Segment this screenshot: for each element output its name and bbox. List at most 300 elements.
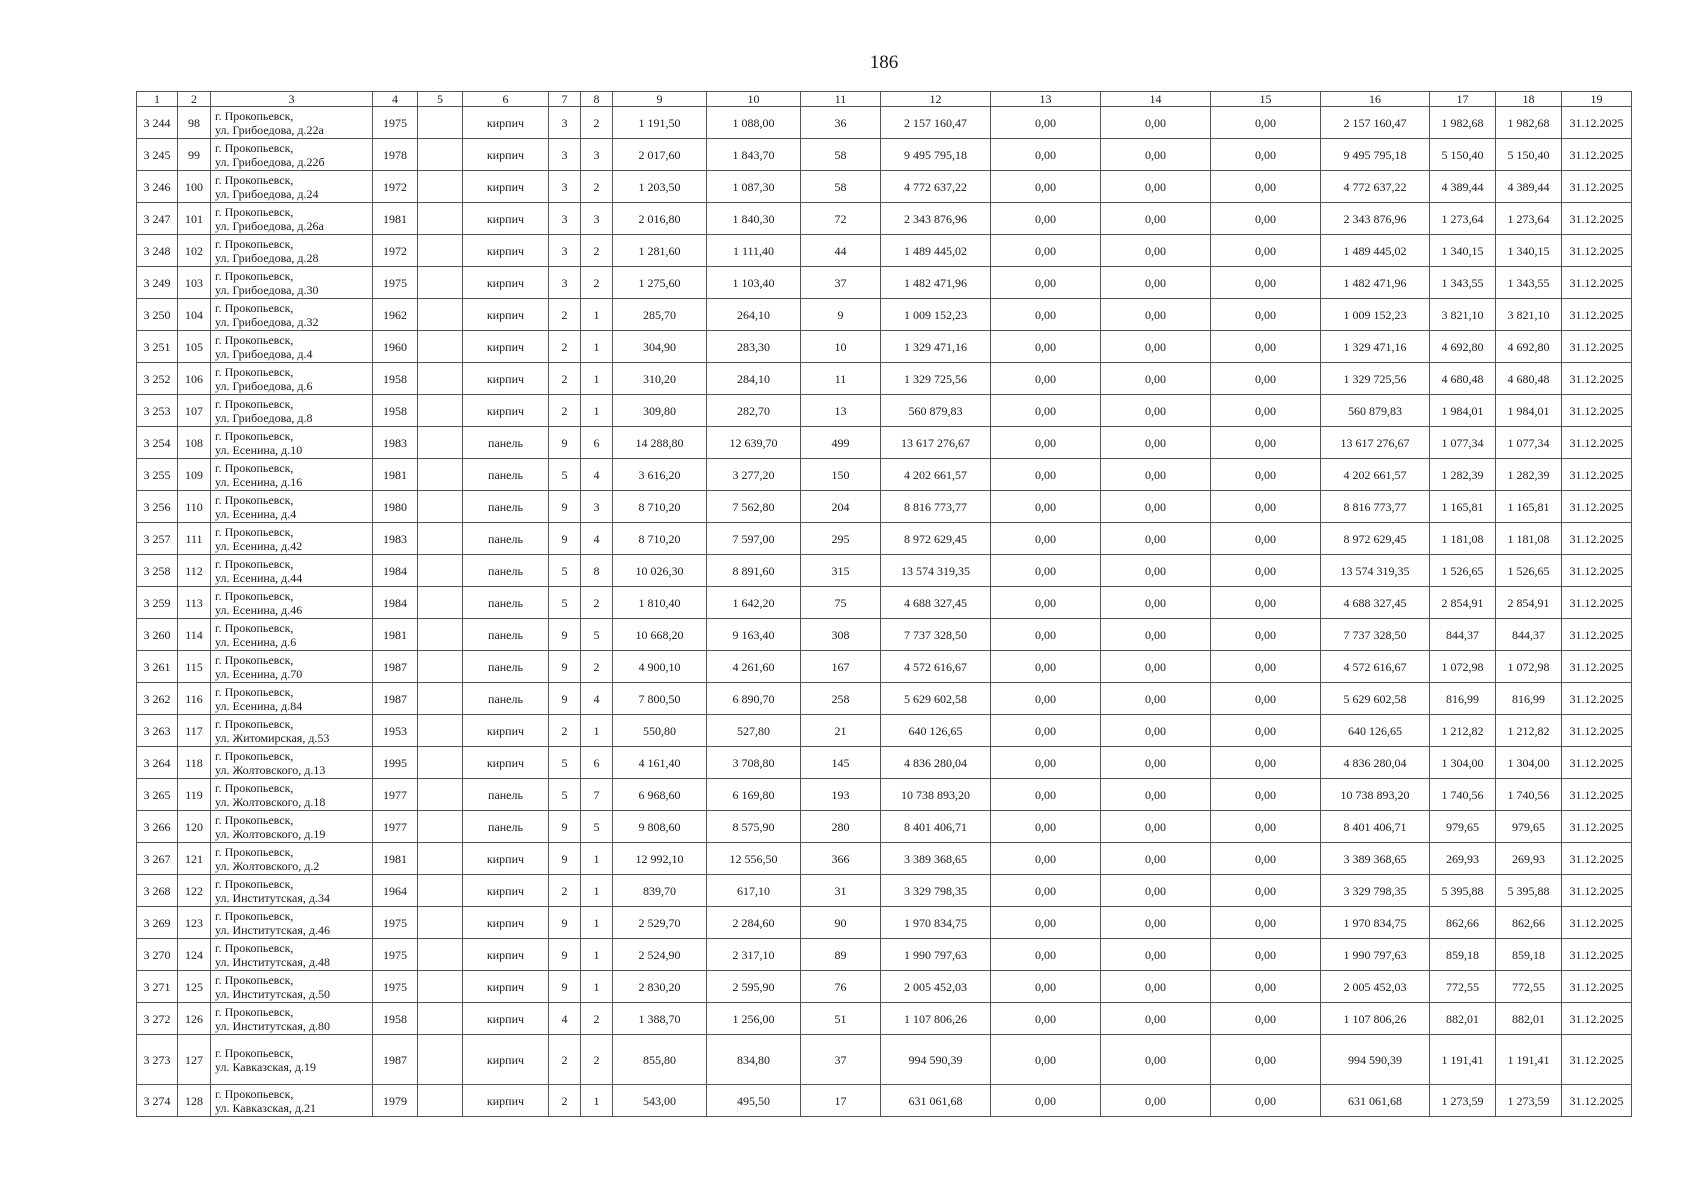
cell-col16: 5 629 602,58 [1321, 683, 1430, 715]
cell-total-area: 1 191,50 [613, 107, 707, 139]
cell-wall-material: кирпич [463, 171, 549, 203]
cell-total-area: 8 710,20 [613, 491, 707, 523]
cell-col5 [418, 491, 463, 523]
cell-registry-number: 3 248 [137, 235, 178, 267]
cell-col5 [418, 683, 463, 715]
cell-cost-per-sqm: 979,65 [1430, 811, 1496, 843]
cell-address [211, 523, 373, 555]
address-street: ул. Кавказская, д.19 [215, 1059, 316, 1074]
cell-col13: 0,00 [991, 1035, 1101, 1085]
cell-deadline: 31.12.2025 [1562, 235, 1632, 267]
cell-col13: 0,00 [991, 715, 1101, 747]
cell-col16: 1 009 152,23 [1321, 299, 1430, 331]
cell-col14: 0,00 [1101, 203, 1211, 235]
cell-floors: 2 [549, 875, 581, 907]
address-street: ул. Есенина, д.16 [215, 474, 303, 489]
cell-living-area: 12 639,70 [707, 427, 801, 459]
cell-entrances: 7 [581, 779, 613, 811]
table-row [137, 907, 1632, 939]
cell-floors: 5 [549, 555, 581, 587]
cell-col14: 0,00 [1101, 427, 1211, 459]
cell-floors: 2 [549, 1035, 581, 1085]
cell-deadline: 31.12.2025 [1562, 619, 1632, 651]
cell-deadline: 31.12.2025 [1562, 939, 1632, 971]
cell-deadline: 31.12.2025 [1562, 971, 1632, 1003]
cell-total-cost: 7 737 328,50 [881, 619, 991, 651]
cell-total-area: 1 203,50 [613, 171, 707, 203]
address-city: г. Прокопьевск, [215, 396, 294, 411]
cell-col16: 8 816 773,77 [1321, 491, 1430, 523]
cell-col14: 0,00 [1101, 971, 1211, 1003]
cell-col15: 0,00 [1211, 1003, 1321, 1035]
cell-total-area: 1 388,70 [613, 1003, 707, 1035]
table-row [137, 331, 1632, 363]
cell-living-area: 3 277,20 [707, 459, 801, 491]
cell-residents: 10 [801, 331, 881, 363]
cell-col14: 0,00 [1101, 587, 1211, 619]
cell-address [211, 331, 373, 363]
cell-col13: 0,00 [991, 779, 1101, 811]
address-street: ул. Грибоедова, д.26а [215, 218, 324, 233]
cell-total-area: 10 026,30 [613, 555, 707, 587]
address-city: г. Прокопьевск, [215, 972, 294, 987]
cell-col16: 2 005 452,03 [1321, 971, 1430, 1003]
cell-living-area: 284,10 [707, 363, 801, 395]
cell-col5 [418, 555, 463, 587]
cell-total-cost: 2 005 452,03 [881, 971, 991, 1003]
cell-year-built: 1975 [373, 971, 418, 1003]
cell-address [211, 395, 373, 427]
cell-floors: 9 [549, 843, 581, 875]
cell-living-area: 12 556,50 [707, 843, 801, 875]
cell-registry-number: 3 261 [137, 651, 178, 683]
address-street: ул. Есенина, д.84 [215, 698, 303, 713]
cell-registry-number: 3 252 [137, 363, 178, 395]
cell-limit-cost: 269,93 [1496, 843, 1562, 875]
cell-limit-cost: 859,18 [1496, 939, 1562, 971]
address-city: г. Прокопьевск, [215, 748, 294, 763]
cell-residents: 31 [801, 875, 881, 907]
cell-total-area: 2 017,60 [613, 139, 707, 171]
cell-col13: 0,00 [991, 683, 1101, 715]
cell-row-number: 128 [178, 1085, 211, 1117]
cell-residents: 280 [801, 811, 881, 843]
cell-col16: 4 772 637,22 [1321, 171, 1430, 203]
address-street: ул. Институтская, д.48 [215, 954, 330, 969]
cell-total-cost: 994 590,39 [881, 1035, 991, 1085]
table-row [137, 459, 1632, 491]
cell-total-area: 839,70 [613, 875, 707, 907]
cell-total-cost: 9 495 795,18 [881, 139, 991, 171]
cell-entrances: 1 [581, 843, 613, 875]
cell-address [211, 1035, 373, 1085]
cell-cost-per-sqm: 4 680,48 [1430, 363, 1496, 395]
cell-cost-per-sqm: 1 191,41 [1430, 1035, 1496, 1085]
cell-floors: 5 [549, 587, 581, 619]
address-street: ул. Есенина, д.70 [215, 666, 303, 681]
cell-address [211, 107, 373, 139]
cell-col5 [418, 875, 463, 907]
cell-residents: 13 [801, 395, 881, 427]
address-city: г. Прокопьевск, [215, 332, 294, 347]
cell-entrances: 1 [581, 299, 613, 331]
cell-col16: 1 329 471,16 [1321, 331, 1430, 363]
cell-wall-material: панель [463, 811, 549, 843]
address-city: г. Прокопьевск, [215, 108, 294, 123]
cell-living-area: 1 088,00 [707, 107, 801, 139]
cell-living-area: 1 087,30 [707, 171, 801, 203]
cell-col5 [418, 523, 463, 555]
cell-year-built: 1984 [373, 587, 418, 619]
cell-col14: 0,00 [1101, 331, 1211, 363]
cell-living-area: 1 111,40 [707, 235, 801, 267]
cell-floors: 9 [549, 971, 581, 1003]
cell-col5 [418, 939, 463, 971]
cell-cost-per-sqm: 5 150,40 [1430, 139, 1496, 171]
cell-residents: 193 [801, 779, 881, 811]
cell-deadline: 31.12.2025 [1562, 203, 1632, 235]
cell-floors: 5 [549, 747, 581, 779]
cell-living-area: 4 261,60 [707, 651, 801, 683]
cell-row-number: 120 [178, 811, 211, 843]
cell-address [211, 715, 373, 747]
cell-floors: 2 [549, 331, 581, 363]
cell-limit-cost: 772,55 [1496, 971, 1562, 1003]
cell-col5 [418, 171, 463, 203]
table-row [137, 779, 1632, 811]
cell-registry-number: 3 260 [137, 619, 178, 651]
cell-total-cost: 13 617 276,67 [881, 427, 991, 459]
cell-residents: 44 [801, 235, 881, 267]
cell-col15: 0,00 [1211, 459, 1321, 491]
cell-col5 [418, 1003, 463, 1035]
cell-col14: 0,00 [1101, 779, 1211, 811]
cell-address [211, 843, 373, 875]
cell-col16: 8 401 406,71 [1321, 811, 1430, 843]
table-row [137, 619, 1632, 651]
cell-total-cost: 4 772 637,22 [881, 171, 991, 203]
cell-total-cost: 10 738 893,20 [881, 779, 991, 811]
address-city: г. Прокопьевск, [215, 204, 294, 219]
cell-col13: 0,00 [991, 1003, 1101, 1035]
cell-floors: 2 [549, 363, 581, 395]
cell-residents: 36 [801, 107, 881, 139]
cell-limit-cost: 2 854,91 [1496, 587, 1562, 619]
cell-col14: 0,00 [1101, 1085, 1211, 1117]
cell-col15: 0,00 [1211, 427, 1321, 459]
cell-total-cost: 631 061,68 [881, 1085, 991, 1117]
column-header-2: 2 [178, 92, 211, 107]
cell-year-built: 1964 [373, 875, 418, 907]
cell-col16: 13 617 276,67 [1321, 427, 1430, 459]
cell-col13: 0,00 [991, 299, 1101, 331]
address-street: ул. Жолтовского, д.2 [215, 858, 320, 873]
cell-living-area: 283,30 [707, 331, 801, 363]
cell-row-number: 108 [178, 427, 211, 459]
cell-entrances: 4 [581, 683, 613, 715]
cell-residents: 499 [801, 427, 881, 459]
cell-entrances: 3 [581, 491, 613, 523]
cell-deadline: 31.12.2025 [1562, 331, 1632, 363]
cell-col13: 0,00 [991, 619, 1101, 651]
cell-total-area: 1 281,60 [613, 235, 707, 267]
cell-address [211, 651, 373, 683]
cell-total-area: 855,80 [613, 1035, 707, 1085]
cell-year-built: 1958 [373, 363, 418, 395]
cell-col16: 1 329 725,56 [1321, 363, 1430, 395]
cell-limit-cost: 1 273,64 [1496, 203, 1562, 235]
cell-col14: 0,00 [1101, 523, 1211, 555]
cell-deadline: 31.12.2025 [1562, 1085, 1632, 1117]
cell-total-cost: 1 990 797,63 [881, 939, 991, 971]
cell-floors: 2 [549, 715, 581, 747]
cell-wall-material: панель [463, 651, 549, 683]
cell-wall-material: кирпич [463, 939, 549, 971]
cell-living-area: 8 575,90 [707, 811, 801, 843]
cell-col13: 0,00 [991, 107, 1101, 139]
cell-entrances: 2 [581, 651, 613, 683]
cell-col16: 10 738 893,20 [1321, 779, 1430, 811]
column-header-6: 6 [463, 92, 549, 107]
cell-residents: 295 [801, 523, 881, 555]
cell-address [211, 171, 373, 203]
cell-col14: 0,00 [1101, 907, 1211, 939]
cell-col15: 0,00 [1211, 619, 1321, 651]
cell-year-built: 1958 [373, 395, 418, 427]
cell-col13: 0,00 [991, 907, 1101, 939]
cell-total-area: 8 710,20 [613, 523, 707, 555]
cell-residents: 58 [801, 139, 881, 171]
cell-total-cost: 4 202 661,57 [881, 459, 991, 491]
cell-floors: 9 [549, 427, 581, 459]
table-row [137, 491, 1632, 523]
table-body [137, 107, 1632, 1117]
address-city: г. Прокопьевск, [215, 236, 294, 251]
cell-living-area: 7 597,00 [707, 523, 801, 555]
address-street: ул. Есенина, д.10 [215, 442, 303, 457]
cell-living-area: 1 840,30 [707, 203, 801, 235]
cell-living-area: 617,10 [707, 875, 801, 907]
cell-col13: 0,00 [991, 203, 1101, 235]
cell-registry-number: 3 272 [137, 1003, 178, 1035]
cell-floors: 9 [549, 683, 581, 715]
cell-total-area: 9 808,60 [613, 811, 707, 843]
cell-address [211, 139, 373, 171]
cell-total-area: 1 810,40 [613, 587, 707, 619]
cell-residents: 90 [801, 907, 881, 939]
cell-registry-number: 3 255 [137, 459, 178, 491]
cell-residents: 366 [801, 843, 881, 875]
cell-year-built: 1975 [373, 267, 418, 299]
cell-col15: 0,00 [1211, 235, 1321, 267]
cell-col5 [418, 299, 463, 331]
cell-residents: 72 [801, 203, 881, 235]
table-row [137, 843, 1632, 875]
cell-residents: 150 [801, 459, 881, 491]
cell-col15: 0,00 [1211, 971, 1321, 1003]
cell-col5 [418, 747, 463, 779]
cell-col5 [418, 1085, 463, 1117]
cell-col14: 0,00 [1101, 1003, 1211, 1035]
cell-living-area: 3 708,80 [707, 747, 801, 779]
address-street: ул. Грибоедова, д.28 [215, 250, 319, 265]
cell-col13: 0,00 [991, 747, 1101, 779]
cell-col15: 0,00 [1211, 683, 1321, 715]
cell-col14: 0,00 [1101, 235, 1211, 267]
cell-address [211, 747, 373, 779]
cell-deadline: 31.12.2025 [1562, 459, 1632, 491]
cell-living-area: 6 890,70 [707, 683, 801, 715]
cell-cost-per-sqm: 1 181,08 [1430, 523, 1496, 555]
cell-registry-number: 3 263 [137, 715, 178, 747]
address-city: г. Прокопьевск, [215, 492, 294, 507]
cell-wall-material: панель [463, 587, 549, 619]
cell-living-area: 6 169,80 [707, 779, 801, 811]
cell-total-cost: 1 489 445,02 [881, 235, 991, 267]
cell-cost-per-sqm: 4 692,80 [1430, 331, 1496, 363]
column-header-4: 4 [373, 92, 418, 107]
cell-col15: 0,00 [1211, 107, 1321, 139]
cell-total-cost: 3 329 798,35 [881, 875, 991, 907]
cell-total-area: 3 616,20 [613, 459, 707, 491]
cell-wall-material: панель [463, 619, 549, 651]
cell-col14: 0,00 [1101, 299, 1211, 331]
address-street: ул. Есенина, д.4 [215, 506, 297, 521]
table-row [137, 1085, 1632, 1117]
cell-deadline: 31.12.2025 [1562, 267, 1632, 299]
address-city: г. Прокопьевск, [215, 844, 294, 859]
cell-wall-material: панель [463, 459, 549, 491]
cell-total-area: 6 968,60 [613, 779, 707, 811]
cell-col15: 0,00 [1211, 747, 1321, 779]
cell-floors: 2 [549, 1085, 581, 1117]
cell-col13: 0,00 [991, 587, 1101, 619]
cell-deadline: 31.12.2025 [1562, 107, 1632, 139]
table-row [137, 715, 1632, 747]
cell-address [211, 235, 373, 267]
cell-col5 [418, 331, 463, 363]
cell-registry-number: 3 257 [137, 523, 178, 555]
cell-wall-material: панель [463, 491, 549, 523]
cell-wall-material: кирпич [463, 331, 549, 363]
cell-col14: 0,00 [1101, 363, 1211, 395]
cell-address [211, 587, 373, 619]
cell-row-number: 110 [178, 491, 211, 523]
cell-col16: 3 389 368,65 [1321, 843, 1430, 875]
cell-wall-material: панель [463, 683, 549, 715]
cell-year-built: 1987 [373, 1035, 418, 1085]
cell-total-area: 1 275,60 [613, 267, 707, 299]
cell-deadline: 31.12.2025 [1562, 715, 1632, 747]
cell-col15: 0,00 [1211, 491, 1321, 523]
cell-limit-cost: 1 072,98 [1496, 651, 1562, 683]
cell-floors: 9 [549, 491, 581, 523]
address-city: г. Прокопьевск, [215, 908, 294, 923]
cell-registry-number: 3 253 [137, 395, 178, 427]
cell-entrances: 2 [581, 235, 613, 267]
cell-floors: 9 [549, 907, 581, 939]
cell-wall-material: кирпич [463, 1003, 549, 1035]
cell-living-area: 1 843,70 [707, 139, 801, 171]
cell-col16: 1 970 834,75 [1321, 907, 1430, 939]
cell-total-cost: 2 157 160,47 [881, 107, 991, 139]
cell-deadline: 31.12.2025 [1562, 171, 1632, 203]
cell-col13: 0,00 [991, 651, 1101, 683]
cell-residents: 204 [801, 491, 881, 523]
column-header-9: 9 [613, 92, 707, 107]
cell-registry-number: 3 265 [137, 779, 178, 811]
cell-col15: 0,00 [1211, 395, 1321, 427]
cell-wall-material: кирпич [463, 107, 549, 139]
cell-floors: 3 [549, 139, 581, 171]
cell-floors: 9 [549, 939, 581, 971]
cell-address [211, 267, 373, 299]
cell-wall-material: кирпич [463, 203, 549, 235]
cell-residents: 37 [801, 1035, 881, 1085]
column-header-14: 14 [1101, 92, 1211, 107]
cell-row-number: 123 [178, 907, 211, 939]
cell-floors: 4 [549, 1003, 581, 1035]
address-street: ул. Жолтовского, д.13 [215, 762, 326, 777]
cell-floors: 2 [549, 299, 581, 331]
cell-entrances: 6 [581, 747, 613, 779]
cell-address [211, 779, 373, 811]
column-header-13: 13 [991, 92, 1101, 107]
cell-row-number: 125 [178, 971, 211, 1003]
address-city: г. Прокопьевск, [215, 812, 294, 827]
cell-limit-cost: 3 821,10 [1496, 299, 1562, 331]
cell-col13: 0,00 [991, 331, 1101, 363]
cell-col15: 0,00 [1211, 171, 1321, 203]
address-street: ул. Житомирская, д.53 [215, 730, 330, 745]
column-number-header [137, 92, 1632, 107]
cell-residents: 315 [801, 555, 881, 587]
address-city: г. Прокопьевск, [215, 876, 294, 891]
cell-col15: 0,00 [1211, 779, 1321, 811]
cell-year-built: 1972 [373, 235, 418, 267]
column-header-18: 18 [1496, 92, 1562, 107]
cell-registry-number: 3 250 [137, 299, 178, 331]
cell-col5 [418, 651, 463, 683]
cell-entrances: 8 [581, 555, 613, 587]
address-city: г. Прокопьевск, [215, 652, 294, 667]
cell-col5 [418, 203, 463, 235]
cell-col16: 4 572 616,67 [1321, 651, 1430, 683]
cell-col15: 0,00 [1211, 907, 1321, 939]
cell-residents: 167 [801, 651, 881, 683]
cell-total-cost: 13 574 319,35 [881, 555, 991, 587]
cell-cost-per-sqm: 3 821,10 [1430, 299, 1496, 331]
cell-cost-per-sqm: 844,37 [1430, 619, 1496, 651]
cell-limit-cost: 1 282,39 [1496, 459, 1562, 491]
cell-cost-per-sqm: 1 982,68 [1430, 107, 1496, 139]
cell-col14: 0,00 [1101, 491, 1211, 523]
table-row [137, 747, 1632, 779]
cell-year-built: 1977 [373, 811, 418, 843]
cell-address [211, 459, 373, 491]
cell-address [211, 555, 373, 587]
cell-year-built: 1987 [373, 683, 418, 715]
cell-row-number: 103 [178, 267, 211, 299]
cell-floors: 3 [549, 267, 581, 299]
cell-total-area: 543,00 [613, 1085, 707, 1117]
cell-year-built: 1975 [373, 939, 418, 971]
cell-total-cost: 1 970 834,75 [881, 907, 991, 939]
cell-total-area: 309,80 [613, 395, 707, 427]
cell-year-built: 1981 [373, 203, 418, 235]
cell-residents: 51 [801, 1003, 881, 1035]
cell-entrances: 5 [581, 811, 613, 843]
